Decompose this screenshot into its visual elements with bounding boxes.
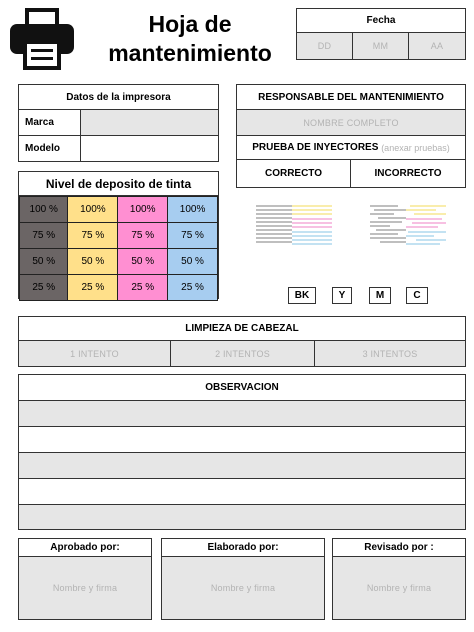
revisado-signature-field[interactable]: Nombre y firma	[333, 557, 465, 619]
ink-level-bk-cell[interactable]: 75 %	[20, 223, 68, 249]
ink-level-c-cell[interactable]: 75 %	[168, 223, 218, 249]
elaborado-box	[161, 538, 325, 620]
limpieza-option-2[interactable]: 2 INTENTOS	[171, 341, 315, 366]
ink-level-m-cell[interactable]: 25 %	[118, 275, 168, 301]
ink-level-bk-cell[interactable]: 25 %	[20, 275, 68, 301]
color-code-y[interactable]: Y	[332, 287, 352, 304]
ink-level-row	[20, 197, 218, 223]
limpieza-header: LIMPIEZA DE CABEZAL	[19, 317, 465, 341]
limpieza-option-1[interactable]: 1 INTENTO	[19, 341, 171, 366]
limpieza-box	[18, 316, 466, 367]
fecha-dd-field[interactable]: DD	[297, 33, 353, 59]
prueba-inyectores-header	[237, 136, 465, 160]
observacion-line-4[interactable]	[19, 479, 465, 505]
nozzle-test-incorrect-pattern	[368, 203, 448, 249]
responsable-box	[236, 84, 466, 188]
title-line-1: Hoja de	[148, 11, 232, 37]
ink-level-m-cell[interactable]: 50 %	[118, 249, 168, 275]
aprobado-header: Aprobado por:	[19, 539, 151, 557]
ink-level-bk-cell[interactable]: 50 %	[20, 249, 68, 275]
aprobado-signature-field[interactable]: Nombre y firma	[19, 557, 151, 619]
ink-level-c-cell[interactable]: 50 %	[168, 249, 218, 275]
correcto-option[interactable]: CORRECTO	[237, 160, 351, 187]
marca-label: Marca	[19, 110, 81, 136]
page-title	[90, 10, 290, 68]
responsable-name-field[interactable]: NOMBRE COMPLETO	[237, 110, 465, 136]
ink-level-row	[20, 223, 218, 249]
ink-level-c-cell[interactable]: 25 %	[168, 275, 218, 301]
ink-level-c-cell[interactable]: 100%	[168, 197, 218, 223]
fecha-label: Fecha	[297, 9, 465, 33]
observacion-box	[18, 374, 466, 530]
responsable-header: RESPONSABLE DEL MANTENIMIENTO	[237, 85, 465, 110]
modelo-field[interactable]	[81, 136, 218, 161]
ink-level-y-cell[interactable]: 100%	[68, 197, 118, 223]
ink-level-header: Nivel de deposito de tinta	[19, 172, 218, 196]
ink-level-table	[19, 196, 218, 301]
title-line-2: mantenimiento	[108, 40, 272, 66]
color-code-c[interactable]: C	[406, 287, 428, 304]
fecha-mm-field[interactable]: MM	[353, 33, 409, 59]
printer-icon	[8, 6, 76, 72]
datos-impresora-header: Datos de la impresora	[19, 85, 218, 110]
ink-level-m-cell[interactable]: 75 %	[118, 223, 168, 249]
limpieza-option-3[interactable]: 3 INTENTOS	[315, 341, 465, 366]
prueba-inyectores-label: PRUEBA DE INYECTORES	[252, 142, 379, 153]
observacion-line-1[interactable]	[19, 401, 465, 427]
prueba-inyectores-note: (anexar pruebas)	[381, 142, 450, 153]
ink-level-y-cell[interactable]: 50 %	[68, 249, 118, 275]
aprobado-box	[18, 538, 152, 620]
modelo-label: Modelo	[19, 136, 81, 161]
observacion-header: OBSERVACION	[19, 375, 465, 401]
fecha-aa-field[interactable]: AA	[409, 33, 465, 59]
marca-field[interactable]	[81, 110, 218, 136]
ink-level-m-cell[interactable]: 100%	[118, 197, 168, 223]
ink-level-row	[20, 275, 218, 301]
nozzle-test-correct-pattern	[254, 203, 334, 249]
observacion-line-5[interactable]	[19, 505, 465, 529]
elaborado-header: Elaborado por:	[162, 539, 324, 557]
color-code-bk[interactable]: BK	[288, 287, 316, 304]
datos-impresora-box	[18, 84, 219, 162]
fecha-box	[296, 8, 466, 60]
ink-level-bk-cell[interactable]: 100 %	[20, 197, 68, 223]
revisado-header: Revisado por :	[333, 539, 465, 557]
color-code-m[interactable]: M	[369, 287, 391, 304]
ink-level-y-cell[interactable]: 75 %	[68, 223, 118, 249]
ink-level-row	[20, 249, 218, 275]
elaborado-signature-field[interactable]: Nombre y firma	[162, 557, 324, 619]
incorrecto-option[interactable]: INCORRECTO	[374, 168, 442, 179]
ink-level-box	[18, 171, 219, 299]
ink-level-y-cell[interactable]: 25 %	[68, 275, 118, 301]
observacion-line-2[interactable]	[19, 427, 465, 453]
observacion-line-3[interactable]	[19, 453, 465, 479]
revisado-box	[332, 538, 466, 620]
